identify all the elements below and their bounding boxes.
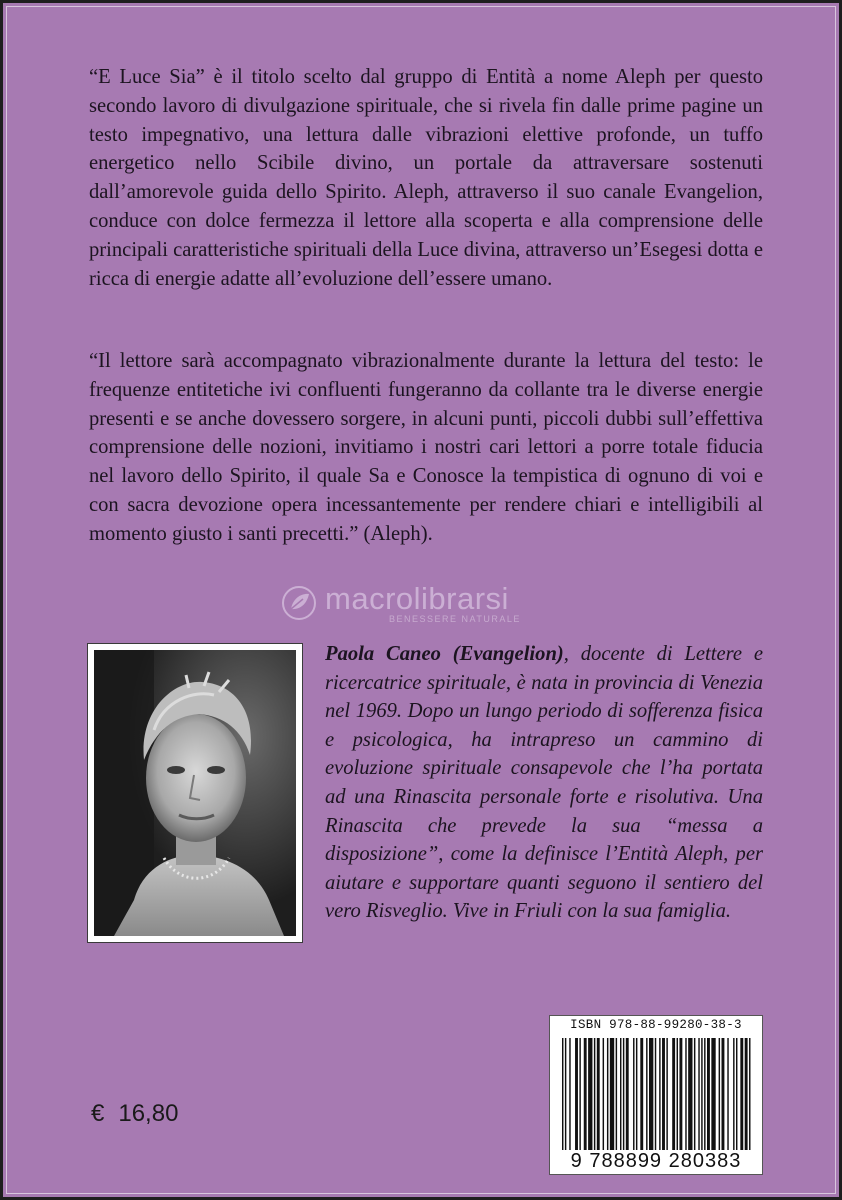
author-name: Paola Caneo (Evangelion) <box>325 643 564 665</box>
barcode-bar <box>722 1038 725 1150</box>
barcode-bar <box>679 1038 682 1150</box>
barcode-bar <box>610 1038 614 1150</box>
barcode-bar <box>633 1038 634 1150</box>
isbn-label: ISBN 978-88-99280-38-3 <box>570 1018 742 1032</box>
price-currency: € <box>91 1100 105 1127</box>
barcode-bar <box>588 1038 592 1150</box>
barcode-bar <box>655 1038 656 1150</box>
barcode-bar <box>662 1038 665 1150</box>
barcode-bar <box>745 1038 748 1150</box>
author-photo <box>94 650 296 936</box>
barcode-bar <box>733 1038 734 1150</box>
barcode-bar <box>694 1038 695 1150</box>
ean-digits: 9 788899 280383 <box>570 1150 742 1172</box>
barcode-bar <box>701 1038 702 1150</box>
barcode-bar <box>623 1038 624 1150</box>
watermark <box>281 583 611 627</box>
barcode-icon <box>562 1038 754 1150</box>
barcode-bar <box>603 1038 604 1150</box>
barcode-bar <box>711 1038 715 1150</box>
barcode-bar <box>597 1038 600 1150</box>
barcode-bar <box>565 1038 566 1150</box>
watermark-text: macrolibrarsi <box>325 581 509 616</box>
barcode-bar <box>736 1038 737 1150</box>
barcode-bar <box>688 1038 692 1150</box>
barcode-bar <box>575 1038 578 1150</box>
portrait-image-icon <box>94 650 296 936</box>
barcode-bar <box>584 1038 587 1150</box>
author-bio <box>325 640 763 926</box>
barcode-bar <box>640 1038 643 1150</box>
author-photo-frame <box>87 643 303 943</box>
barcode-bar <box>646 1038 647 1150</box>
barcode-bar <box>719 1038 720 1150</box>
barcode-bar <box>562 1038 563 1150</box>
barcode-bar <box>616 1038 617 1150</box>
author-bio-text: , docente di Lettere e ricercatrice spirituale, è nata in provincia di Venezia nel 1969. Dopo un lungo periodo di sofferenza fisica e psicologica, ha intrapreso un cammino di evoluzione spirituale consapevole che l’ha portata ad una Rinascita personale forte e risolutiva. Una Rinascita che prevede la sua “messa a disposizione”, come la definisce l’Entità Aleph, per aiutare e supportare quanti seguono il sentiero del vero Risveglio. Vive in Friuli con la sua famiglia. <box>325 643 763 923</box>
barcode-bar <box>636 1038 637 1150</box>
barcode-bar <box>666 1038 667 1150</box>
description-paragraph: “E Luce Sia” è il titolo scelto dal gruppo di Entità a nome Aleph per questo secondo lavoro di divulgazione spirituale, che si rivela fin dalle prime pagine un testo impegnativo, una lettura dalle vibrazioni elettive profonde, un tuffo energetico nello Scibile divino, un portale da attraversare sostenuti dall’amorevole guida dello Spirito. Aleph, attraverso il suo canale Evangelion, conduce con dolce fermezza il lettore alla scoperta e alla comprensione delle principali caratteristiche spirituali della Luce divina, attraverso un’Esegesi dotta e ricca di energie adatte all’evoluzione dell’essere umano. <box>89 66 763 290</box>
barcode-bar <box>704 1038 705 1150</box>
watermark-subtext: BENESSERE NATURALE <box>389 614 521 624</box>
barcode-bar <box>649 1038 653 1150</box>
barcode-bar <box>579 1038 580 1150</box>
aleph-quote-paragraph: “Il lettore sarà accompagnato vibrazionalmente durante la lettura del testo: le frequenze entitetiche ivi confluenti fungeranno da collante tra le diverse energie presenti e se anche dovessero sorgere, in alcuni punti, piccoli dubbi sull’effettiva comprensione delle nozioni, invitiamo i nostri cari lettori a porre totale fiducia nel lavoro dello Spirito, il quale Sa e Conosce la tempistica di ognuno di voi e con sacra devozione opera incessantemente per rendere chiari e intelligibili al momento giusto i santi precetti.” (Aleph). <box>89 350 763 545</box>
barcode-bar <box>569 1038 570 1150</box>
barcode-bar <box>685 1038 686 1150</box>
barcode-bar <box>698 1038 699 1150</box>
barcode-bar <box>749 1038 750 1150</box>
barcode-bar <box>607 1038 608 1150</box>
barcode-bar <box>626 1038 629 1150</box>
barcode-bar <box>659 1038 660 1150</box>
barcode-bar <box>707 1038 710 1150</box>
barcode-bar <box>620 1038 621 1150</box>
barcode-box <box>549 1015 763 1175</box>
barcode-bar <box>740 1038 743 1150</box>
barcode-bar <box>677 1038 678 1150</box>
leaf-logo-icon <box>281 585 317 621</box>
price <box>91 1100 178 1128</box>
barcode-bar <box>672 1038 675 1150</box>
barcode-bar <box>727 1038 728 1150</box>
barcode-bar <box>594 1038 595 1150</box>
price-amount: 16,80 <box>118 1100 179 1127</box>
